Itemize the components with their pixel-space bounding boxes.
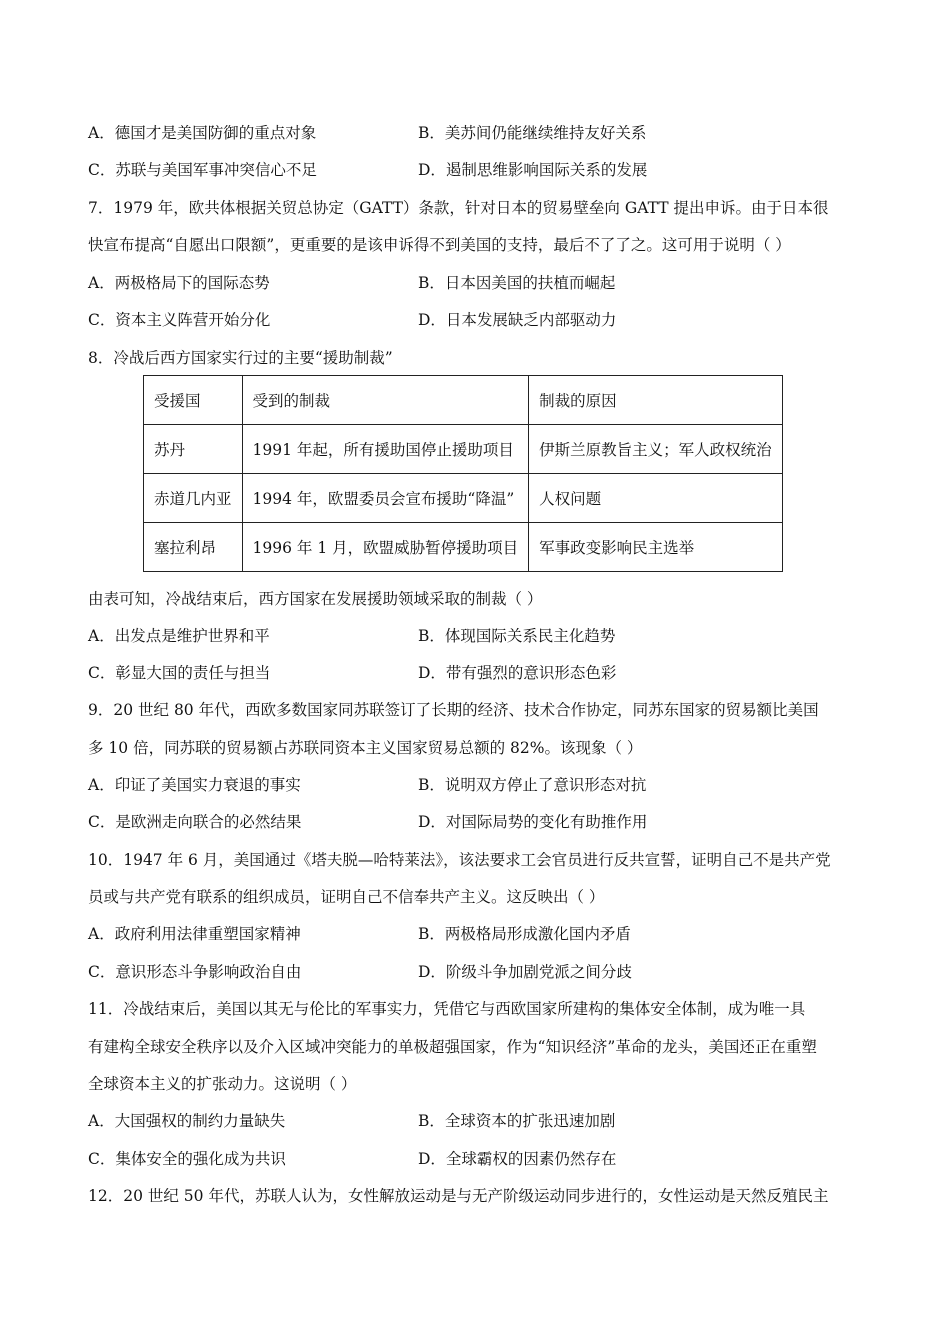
q10-option-b: B．两极格局形成激化国内矛盾 — [418, 925, 631, 943]
q10-stem-line-2: 员或与共产党有联系的组织成员，证明自己不信奉共产主义。这反映出（ ） — [88, 888, 605, 906]
table-cell: 1996 年 1 月，欧盟威胁暂停援助项目 — [242, 523, 529, 572]
q8-option-d: D．带有强烈的意识形态色彩 — [418, 664, 617, 682]
q8-options-row-1 — [88, 624, 868, 648]
table-cell: 1991 年起，所有援助国停止援助项目 — [242, 425, 529, 474]
q7-option-a: A．两极格局下的国际态势 — [88, 274, 270, 292]
q7-options-row-1 — [88, 271, 868, 295]
q11-stem-line-1: 11．冷战结束后，美国以其无与伦比的军事实力，凭借它与西欧国家所建构的集体安全体制，成为唯一具 — [88, 1000, 806, 1018]
table-header-cell: 受援国 — [144, 376, 243, 425]
q10-stem-line-1: 10．1947 年 6 月，美国通过《塔夫脱—哈特莱法》，该法要求工会官员进行反共宣誓，证明自己不是共产党 — [88, 851, 831, 869]
q6-option-d: D．遏制思维影响国际关系的发展 — [418, 161, 648, 179]
table-cell: 塞拉利昂 — [144, 523, 243, 572]
q6-options-row-1 — [88, 121, 868, 145]
q8-stem: 8．冷战后西方国家实行过的主要“援助制裁” — [88, 349, 393, 367]
q6-options-row-2 — [88, 158, 868, 182]
q10-option-d: D．阶级斗争加剧党派之间分歧 — [418, 963, 632, 981]
q9-option-d: D．对国际局势的变化有助推作用 — [418, 813, 648, 831]
table-row — [144, 523, 783, 572]
q9-stem-line-1: 9．20 世纪 80 年代，西欧多数国家同苏联签订了长期的经济、技术合作协定，同苏东国家的贸易额比美国 — [88, 701, 819, 719]
q7-options-row-2 — [88, 308, 868, 332]
table-header-cell: 受到的制裁 — [242, 376, 529, 425]
q12-stem-line-1: 12．20 世纪 50 年代，苏联人认为，女性解放运动是与无产阶级运动同步进行的，女性运动是天然反殖民主 — [88, 1187, 829, 1205]
q11-options-row-2 — [88, 1147, 868, 1171]
q9-options-row-1 — [88, 773, 868, 797]
table-header-cell: 制裁的原因 — [529, 376, 783, 425]
sanctions-table — [143, 375, 783, 572]
q7-option-c: C．资本主义阵营开始分化 — [88, 311, 271, 329]
table-cell: 伊斯兰原教旨主义；军人政权统治 — [529, 425, 783, 474]
q8-option-b: B．体现国际关系民主化趋势 — [418, 627, 616, 645]
q9-option-b: B．说明双方停止了意识形态对抗 — [418, 776, 647, 794]
table-header-row — [144, 376, 783, 425]
q11-stem-line-3: 全球资本主义的扩张动力。这说明（ ） — [88, 1075, 357, 1093]
q11-stem-line-2: 有建构全球安全秩序以及介入区域冲突能力的单极超强国家，作为“知识经济”革命的龙头，美国还正在重塑 — [88, 1038, 817, 1056]
q9-stem-line-2: 多 10 倍，同苏联的贸易额占苏联同资本主义国家贸易总额的 82%。该现象（ ） — [88, 739, 643, 757]
table-cell: 军事政变影响民主选举 — [529, 523, 783, 572]
q8-option-c: C．彰显大国的责任与担当 — [88, 664, 271, 682]
q8-question: 由表可知，冷战结束后，西方国家在发展援助领域采取的制裁（ ） — [88, 590, 543, 608]
q8-options-row-2 — [88, 661, 868, 685]
q7-option-b: B．日本因美国的扶植而崛起 — [418, 274, 616, 292]
q11-option-d: D．全球霸权的因素仍然存在 — [418, 1150, 617, 1168]
q7-stem-line-1: 7．1979 年，欧共体根据关贸总协定（GATT）条款，针对日本的贸易壁垒向 GATT 提出申诉。由于日本很 — [88, 199, 829, 217]
q7-stem-line-2: 快宣布提高“自愿出口限额”，更重要的是该申诉得不到美国的支持，最后不了了之。这可用于说明（ ） — [88, 236, 791, 254]
table-cell: 1994 年，欧盟委员会宣布援助“降温” — [242, 474, 529, 523]
q9-options-row-2 — [88, 810, 868, 834]
q10-options-row-2 — [88, 960, 868, 984]
q10-option-c: C．意识形态斗争影响政治自由 — [88, 963, 302, 981]
q6-option-b: B．美苏间仍能继续维持友好关系 — [418, 124, 647, 142]
q7-option-d: D．日本发展缺乏内部驱动力 — [418, 311, 617, 329]
q11-options-row-1 — [88, 1109, 868, 1133]
table-cell: 人权问题 — [529, 474, 783, 523]
q11-option-c: C．集体安全的强化成为共识 — [88, 1150, 286, 1168]
table-row — [144, 474, 783, 523]
q9-option-a: A．印证了美国实力衰退的事实 — [88, 776, 301, 794]
q6-option-a: A．德国才是美国防御的重点对象 — [88, 124, 317, 142]
q10-option-a: A．政府利用法律重塑国家精神 — [88, 925, 301, 943]
q8-option-a: A．出发点是维护世界和平 — [88, 627, 270, 645]
table-cell: 苏丹 — [144, 425, 243, 474]
q6-option-c: C．苏联与美国军事冲突信心不足 — [88, 161, 317, 179]
table-row — [144, 425, 783, 474]
table-cell: 赤道几内亚 — [144, 474, 243, 523]
q10-options-row-1 — [88, 922, 868, 946]
q11-option-a: A．大国强权的制约力量缺失 — [88, 1112, 286, 1130]
q11-option-b: B．全球资本的扩张迅速加剧 — [418, 1112, 616, 1130]
q9-option-c: C．是欧洲走向联合的必然结果 — [88, 813, 302, 831]
